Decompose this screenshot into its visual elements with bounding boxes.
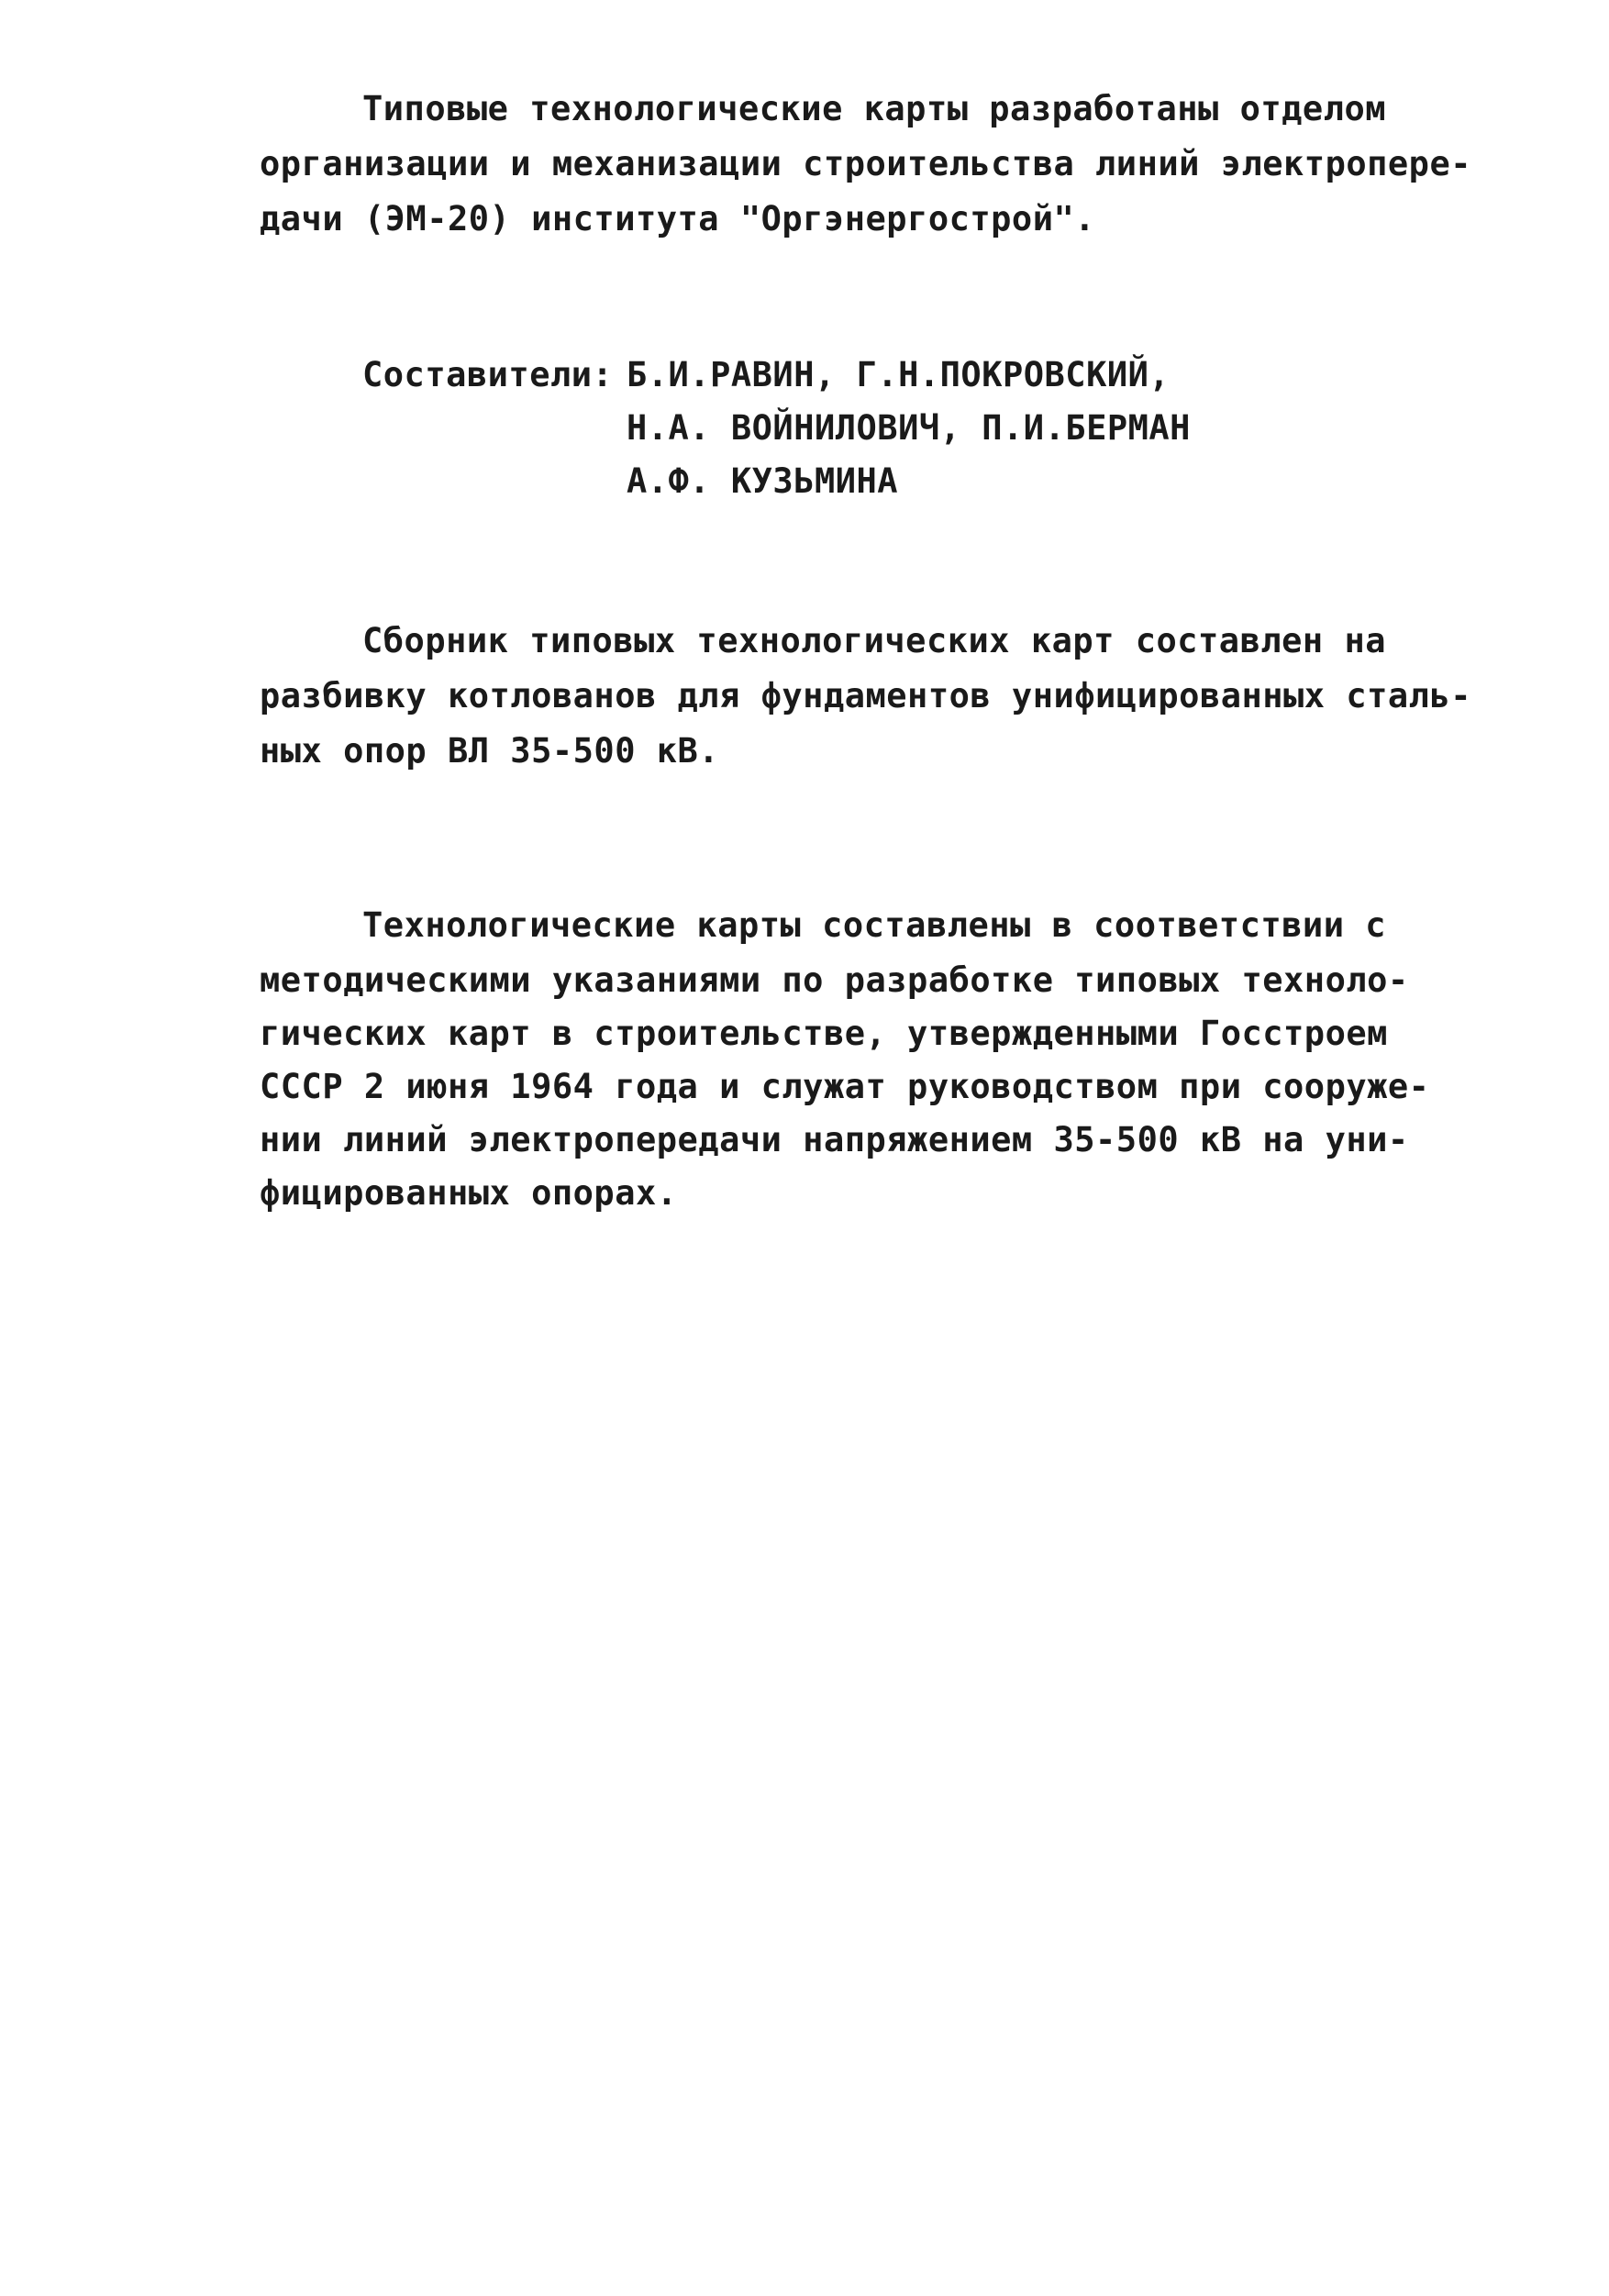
intro-line: организации и механизации строительства линий электропере- bbox=[260, 144, 1472, 183]
compiler-names-line: Н.А. ВОЙНИЛОВИЧ, П.И.БЕРМАН bbox=[627, 408, 1191, 448]
methodology-line: гических карт в строительстве, утвержденными Госстроем bbox=[260, 1014, 1388, 1053]
collection-line: Сборник типовых технологических карт составлен на bbox=[362, 621, 1387, 660]
collection-line: ных опор ВЛ 35-500 кВ. bbox=[260, 731, 720, 771]
methodology-line: методическими указаниями по разработке типовых техноло- bbox=[260, 960, 1409, 1000]
methodology-line: Технологические карты составлены в соответствии с bbox=[362, 905, 1387, 945]
compiler-names-line: Б.И.РАВИН, Г.Н.ПОКРОВСКИЙ, bbox=[627, 355, 1171, 394]
methodology-line: фицированных опорах. bbox=[260, 1173, 678, 1213]
methodology-line: СССР 2 июня 1964 года и служат руководством при сооруже- bbox=[260, 1067, 1430, 1106]
collection-line: разбивку котлованов для фундаментов унифицированных сталь- bbox=[260, 676, 1472, 715]
intro-line: Типовые технологические карты разработаны отделом bbox=[362, 89, 1387, 128]
compiler-names-line: А.Ф. КУЗЬМИНА bbox=[627, 461, 899, 501]
methodology-line: нии линий электропередачи напряжением 35-500 кВ на уни- bbox=[260, 1120, 1409, 1159]
compilers-label: Составители: bbox=[362, 355, 614, 394]
intro-line: дачи (ЭМ-20) института "Оргэнергострой". bbox=[260, 199, 1096, 238]
